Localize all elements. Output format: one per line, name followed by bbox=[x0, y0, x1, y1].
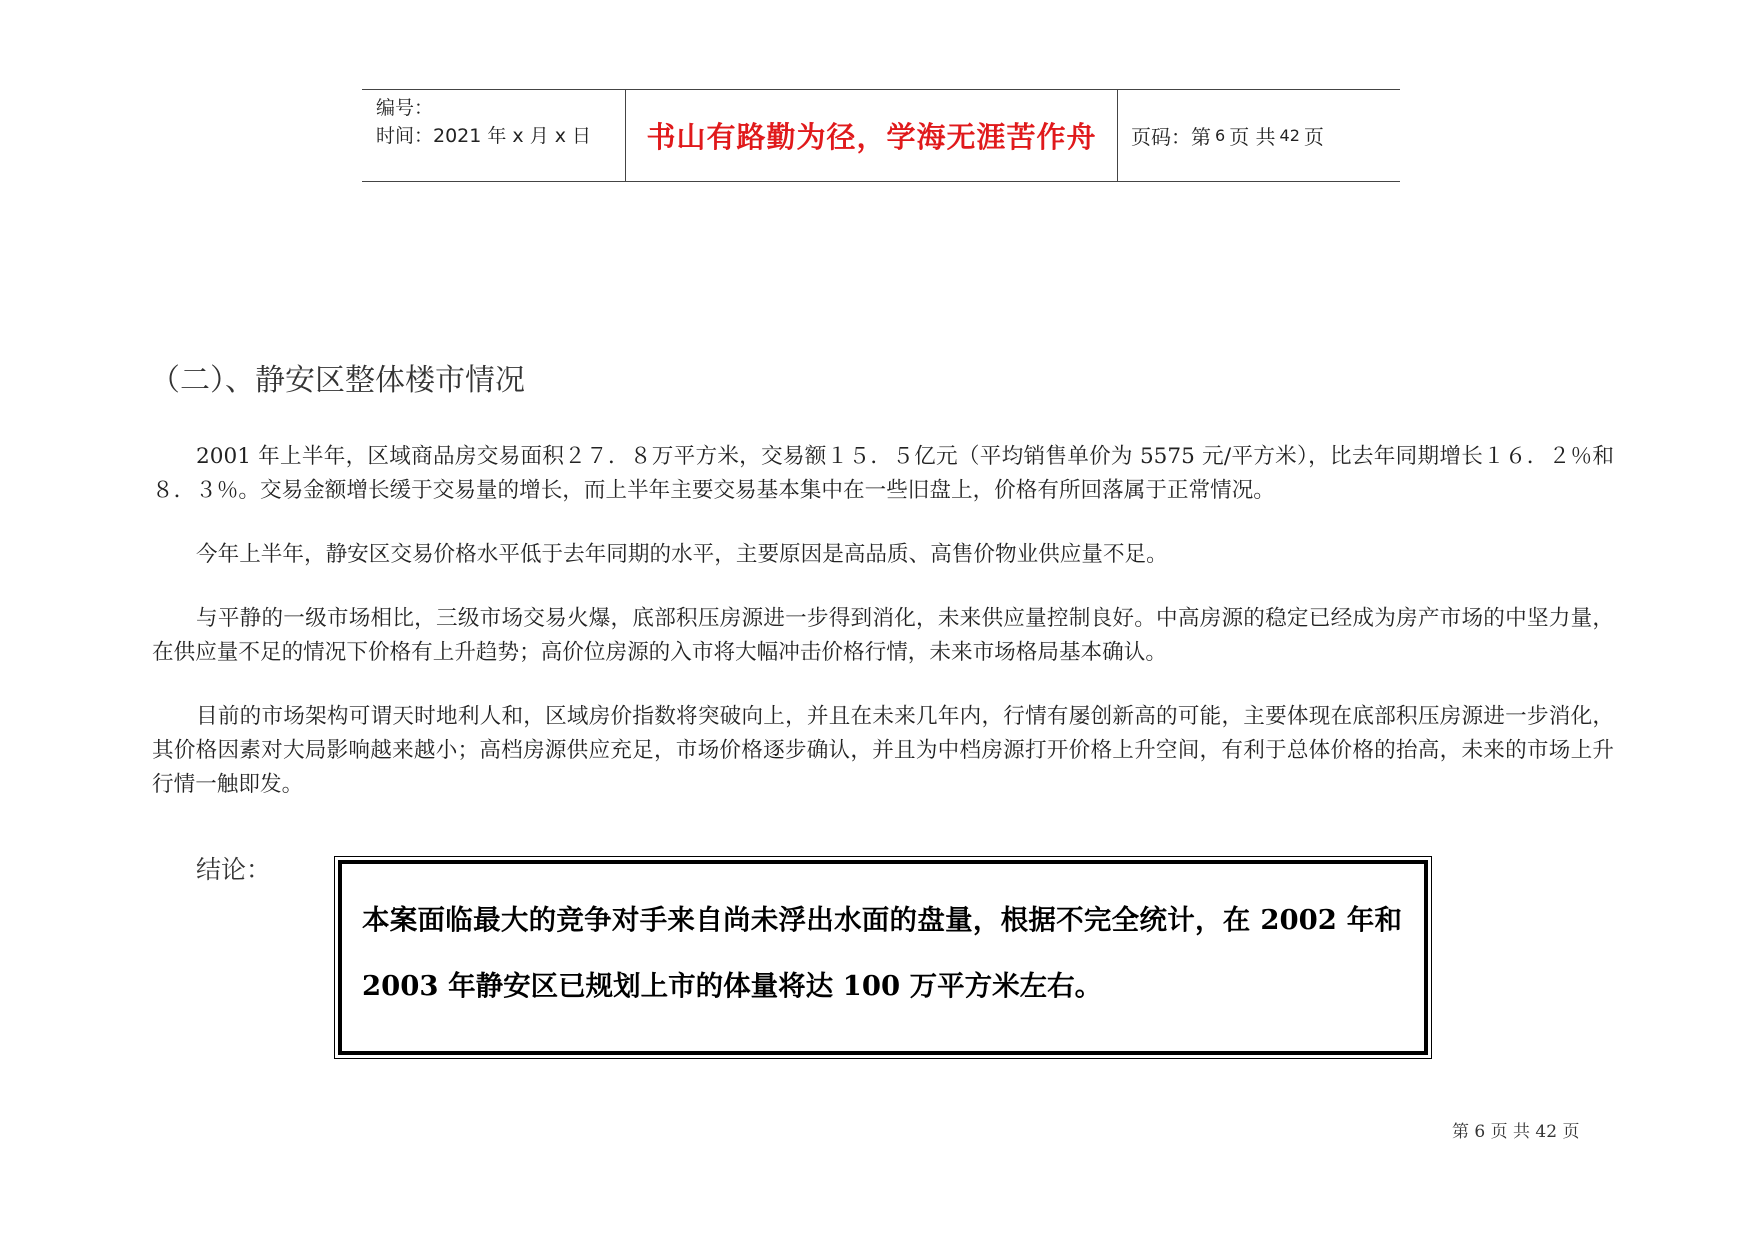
page-footer: 第 6 页 共 42 页 bbox=[1452, 1122, 1580, 1142]
page-current: 6 bbox=[1215, 126, 1226, 145]
document-number-label: 编号： bbox=[376, 97, 434, 119]
page-prefix: 页码：第 bbox=[1131, 125, 1211, 149]
conclusion-label: 结论： bbox=[196, 855, 272, 884]
paragraph: 2001 年上半年，区域商品房交易面积２７．８万平方米，交易额１５．５亿元（平均销售单价为 5575 元/平方米），比去年同期增长１６．２％和８．３％。交易金额增长缓于交易量的增长，而上半年主要交易基本集中在一些旧盘上，价格有所回落属于正常情况。 bbox=[152, 444, 1614, 503]
header-motto: 书山有路勤为径，学海无涯苦作舟 bbox=[626, 90, 1118, 181]
header-page-info bbox=[1118, 90, 1400, 181]
page-mid: 页 共 bbox=[1229, 125, 1276, 149]
paragraph: 目前的市场架构可谓天时地利人和，区域房价指数将突破向上，并且在未来几年内，行情有屡创新高的可能，主要体现在底部积压房源进一步消化，其价格因素对大局影响越来越小；高档房源供应充足，市场价格逐步确认，并且为中档房源打开价格上升空间，有利于总体价格的抬高，未来的市场上升行情一触即发。 bbox=[152, 704, 1614, 797]
conclusion-box bbox=[334, 856, 1432, 1059]
section-title: （二）、静安区整体楼市情况 bbox=[150, 363, 525, 398]
page-suffix: 页 bbox=[1303, 125, 1324, 149]
header-meta-cell bbox=[362, 90, 626, 181]
document-time-label: 时间：2021 年 x 月 x 日 bbox=[376, 125, 592, 147]
page-total: 42 bbox=[1279, 126, 1300, 145]
paragraph: 与平静的一级市场相比，三级市场交易火爆，底部积压房源进一步得到消化，未来供应量控制良好。中高房源的稳定已经成为房产市场的中坚力量，在供应量不足的情况下价格有上升趋势；高价位房源的入市将大幅冲击价格行情，未来市场格局基本确认。 bbox=[152, 606, 1614, 665]
paragraph: 今年上半年，静安区交易价格水平低于去年同期的水平，主要原因是高品质、高售价物业供应量不足。 bbox=[196, 542, 1168, 567]
conclusion-text: 本案面临最大的竞争对手来自尚未浮出水面的盘量，根据不完全统计，在 2002 年和 2003 年静安区已规划上市的体量将达 100 万平方米左右。 bbox=[338, 860, 1428, 1055]
document-header bbox=[362, 89, 1400, 182]
